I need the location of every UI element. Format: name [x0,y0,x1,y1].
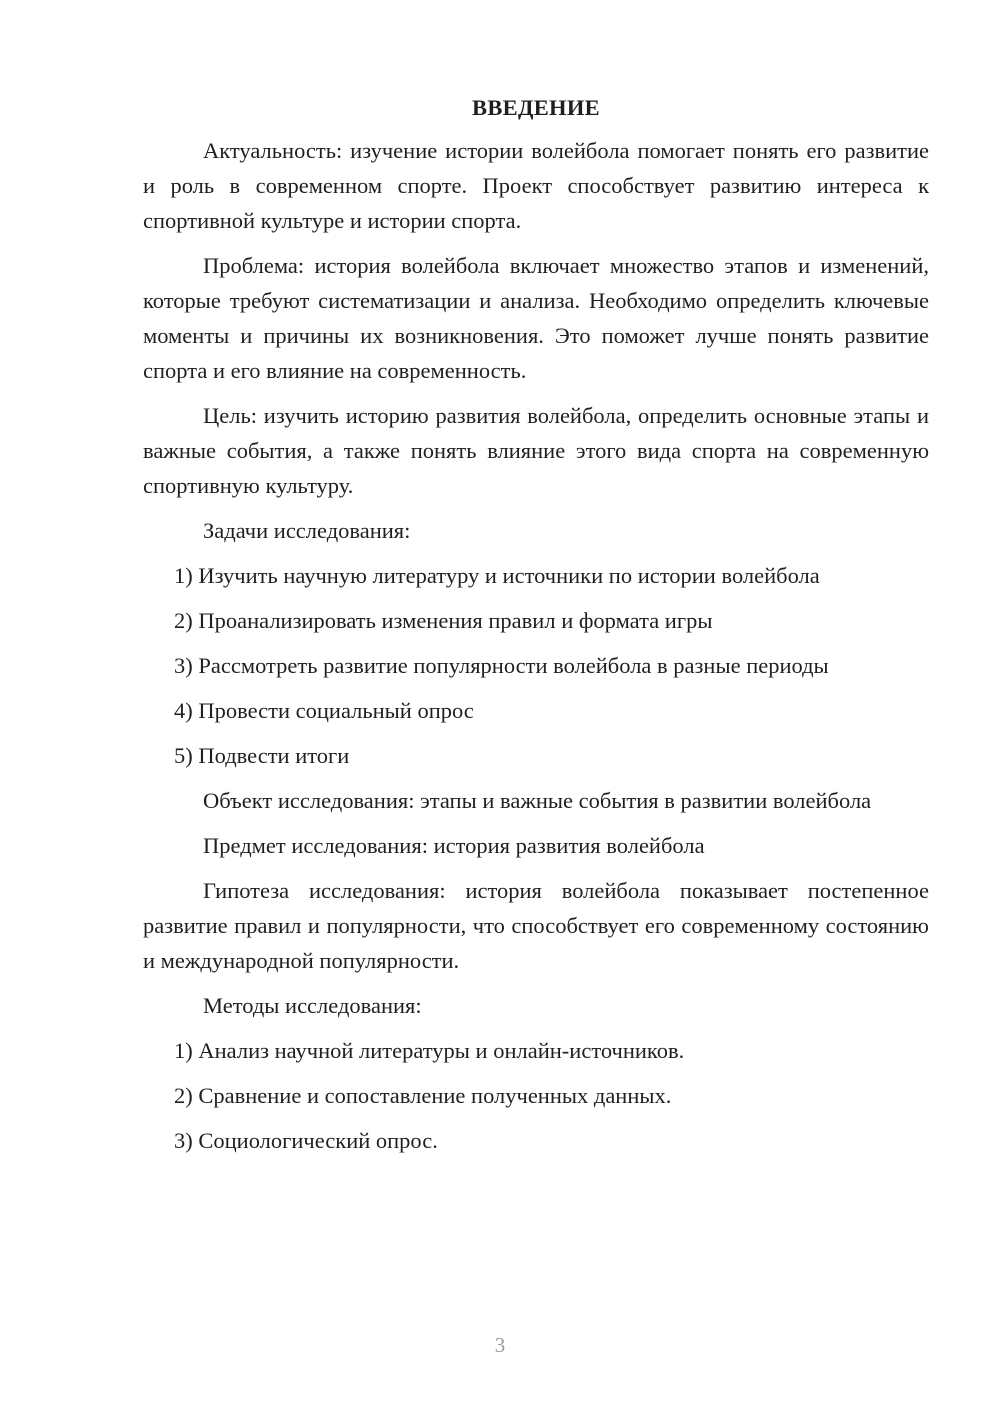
problem-paragraph: Проблема: история волейбола включает множество этапов и изменений, которые требуют систематизации и анализа. Необходимо определить ключевые моменты и причины их возникновения. Это поможет лучше понять развитие спорта и его влияние на современность. [143,253,929,383]
page-number: 3 [494,1333,506,1357]
method-item: 1) Анализ научной литературы и онлайн-источников. [174,1038,685,1063]
task-item: 4) Провести социальный опрос [174,698,474,723]
task-item: 3) Рассмотреть развитие популярности волейбола в разные периоды [174,653,829,678]
task-item: 2) Проанализировать изменения правил и формата игры [174,608,713,633]
method-item: 2) Сравнение и сопоставление полученных данных. [174,1083,672,1108]
relevance-paragraph: Актуальность: изучение истории волейбола помогает понять его развитие и роль в современном спорте. Проект способствует развитию интереса к спортивной культуре и истории спорта. [143,138,929,233]
page-content [143,90,929,1168]
object-paragraph: Объект исследования: этапы и важные события в развитии волейбола [203,788,872,813]
subject-paragraph: Предмет исследования: история развития волейбола [203,833,705,858]
methods-heading: Методы исследования: [203,993,422,1018]
method-item: 3) Социологический опрос. [174,1128,438,1153]
hypothesis-paragraph: Гипотеза исследования: история волейбола показывает постепенное развитие правил и популярности, что способствует его современному состоянию и международной популярности. [143,878,929,973]
tasks-heading: Задачи исследования: [203,518,411,543]
task-item: 5) Подвести итоги [174,743,350,768]
task-item: 1) Изучить научную литературу и источники по истории волейбола [174,563,820,588]
goal-paragraph: Цель: изучить историю развития волейбола, определить основные этапы и важные события, а также понять влияние этого вида спорта на современную спортивную культуру. [143,403,929,498]
page-title: ВВЕДЕНИЕ [472,95,600,120]
